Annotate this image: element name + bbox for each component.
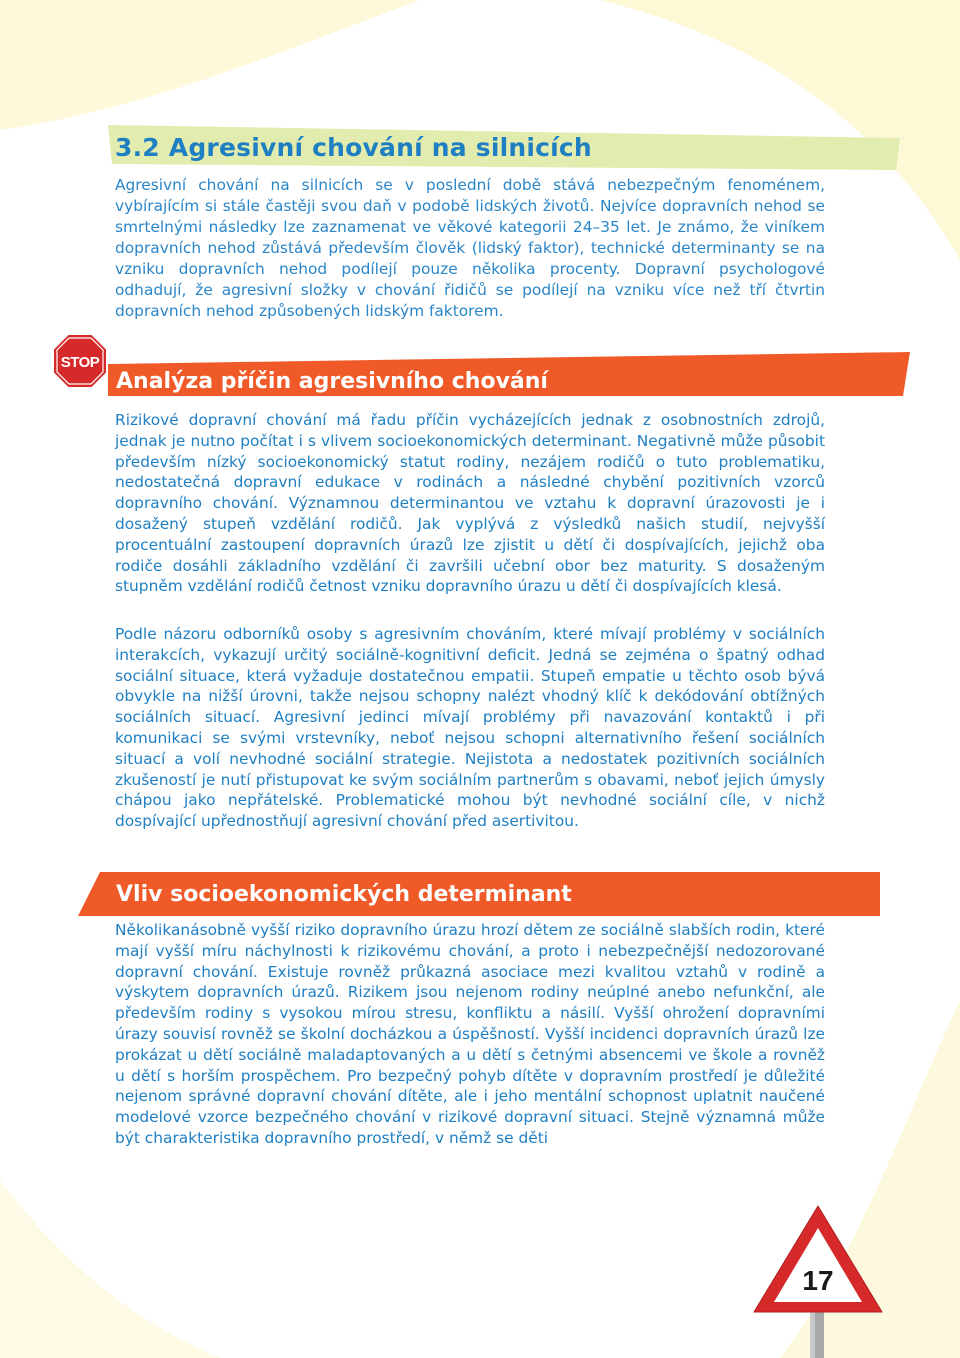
analysis-heading-band	[108, 352, 910, 396]
analysis-paragraph-1: Rizikové dopravní chování má řadu příčin vycházejících jednak z osobnostních zdrojů, jednak je nutno počítat i s vlivem socioekonomických determinant. Negativně může působit především nízký socioekonomický statut rodiny, nezájem rodičů o tuto problematiku, nedostatečná dopravní edukace v rodinách a následné chybění pozitivních vzorců dopravního chování. Významnou determinantou ve vztahu k dopravní úrazovosti je i dosažený stupeň vzdělání rodičů. Jak vyplývá z výsledků našich studií, nejvyšší procentuální zastoupení dopravních úrazů lze zjistit u dětí či dospívajících, jejichž oba rodiče dosáhli základního vzdělání či završili učební obor bez maturity. S dosaženým stupněm vzdělání rodičů četnost vzniku dopravního úrazu u dětí či dospívajících klesá.	[115, 411, 825, 596]
warning-sign-icon	[748, 1198, 888, 1358]
stop-sign-icon	[52, 333, 108, 389]
socio-paragraph-1: Několikanásobně vyšší riziko dopravního úrazu hrozí dětem ze sociálně slabších rodin, které mají vyšší míru náchylnosti k rizikovému chování, a proto i nebezpečnější nedozorované dopravní chování. Existuje rovněž průkazná asociace mezi kvalitou vztahů v rodině a výskytem dopravních úrazů. Rizikem jsou nejenom rodiny neúplné anebo nefunkční, ale především rodiny s vysokou mírou stresu, konfliktu a násilí. Vyšší ohrožení dopravními úrazy souvisí rovněž se školní docházkou a úspěšností. Vyšší incidenci dopravních úrazů lze prokázat u dětí sociálně maladaptovaných a u dětí s četnými absencemi ve škole a rovněž u dětí s horším prospěchem. Pro bezpečný pohyb dítěte v dopravním prostředí je důležité nejenom správné dopravní chování dítěte, ale i jeho mentální schopnost uplatnit naučené modelové vzorce bezpečného chování v rizikové dopravní situaci. Stejně významná může být charakteristika dopravního prostředí, v němž se děti	[115, 921, 825, 1147]
socio-heading: Vliv socioekonomických determinant	[116, 882, 572, 907]
analysis-paragraph-2: Podle názoru odborníků osoby s agresivním chováním, které mívají problémy v sociálních interakcích, vykazují určitý sociálně-kognitivní deficit. Jedná se zejména o špatný odhad sociální situace, která vyžaduje dostatečnou empatii. Stupeň empatie u těchto osob bývá obvykle na nižší úrovni, takže nejsou schopny nalézt vhodný klíč k dekódování obtížných sociálních situací. Agresivní jedinci mívají problémy při navazování kontaktů i při komunikaci se svými vrstevníky, neboť nejsou schopni alternativního řešení sociálních situací a volí nevhodné sociální strategie. Nejistota a nedostatek pozitivních sociálních zkušeností je nutí přistupovat ke svým sociálním partnerům s obavami, neboť jejich úmysly chápou jako nepřátelské. Problematické mohou být nevhodné sociální cíle, v nichž dospívající upřednostňují agresivní chování před asertivitou.	[115, 625, 825, 831]
stop-sign-label: STOP	[60, 354, 100, 371]
analysis-heading: Analýza příčin agresivního chování	[116, 369, 548, 394]
intro-paragraph: Agresivní chování na silnicích se v poslední době stává nebezpečným fenoménem, vybírajícím si stále častěji svou daň v podobě lidských životů. Nejvíce dopravních nehod se smrtelnými následky lze zaznamenat ve věkové kategorii 24–35 let. Je známo, že viníkem dopravních nehod zůstává především člověk (lidský faktor), technické determinanty se na vzniku dopravních nehod podílejí pouze několika procenty. Dopravní psychologové odhadují, že agresivní složky v chování řidičů se podílejí na vzniku více než tří čtvrtin dopravních nehod způsobených lidským faktorem.	[115, 176, 825, 320]
section-title: 3.2 Agresivní chování na silnicích	[115, 133, 592, 162]
socio-heading-band	[78, 872, 880, 916]
page-number: 17	[802, 1265, 834, 1296]
